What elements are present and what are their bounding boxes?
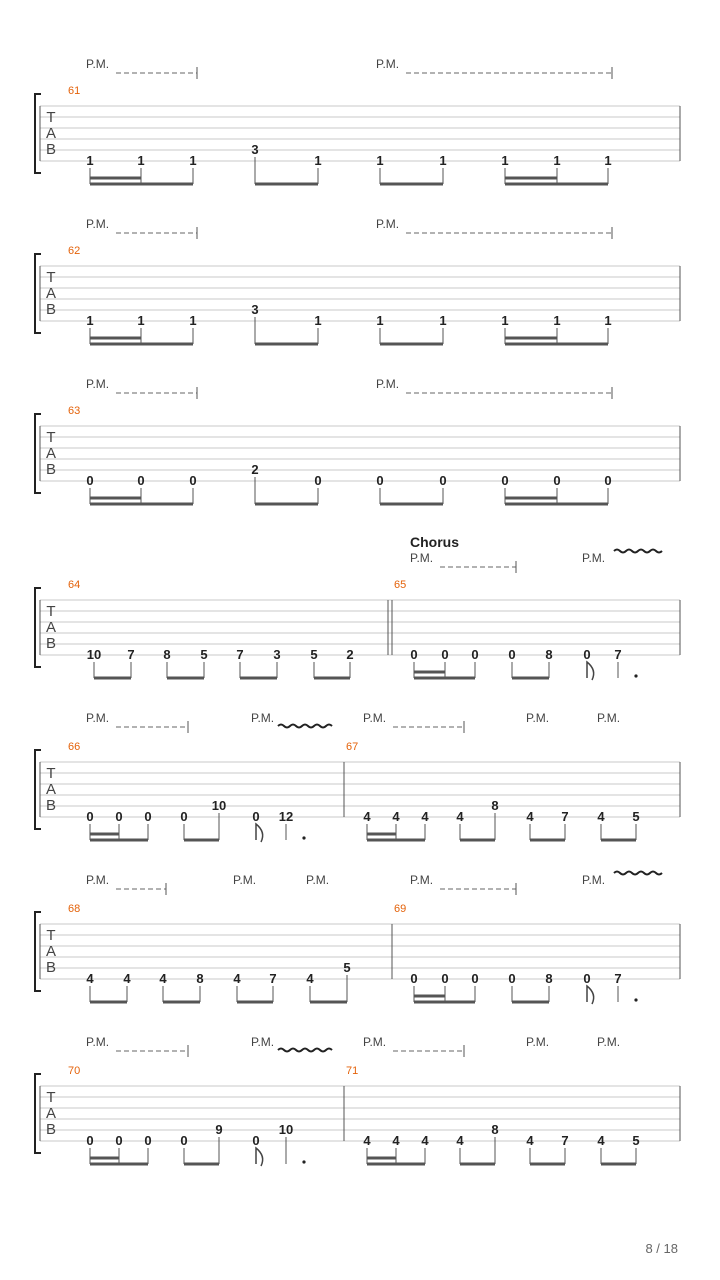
fret-number: 4	[86, 971, 94, 986]
tab-clef-b: B	[45, 635, 57, 652]
palm-mute-label: P.M.	[376, 217, 400, 231]
tab-clef-b: B	[45, 461, 57, 478]
fret-number: 4	[597, 1133, 605, 1148]
fret-number: 0	[508, 971, 516, 986]
system-4	[35, 561, 680, 680]
fret-number: 0	[252, 1133, 260, 1148]
tab-clef-a: A	[45, 781, 57, 798]
fret-number: 3	[273, 647, 281, 662]
palm-mute-label: P.M.	[376, 57, 400, 71]
fret-number: 12	[278, 809, 294, 824]
section-title: Chorus	[410, 534, 459, 550]
system-7	[35, 1045, 680, 1166]
fret-number: 1	[189, 153, 197, 168]
fret-number: 5	[200, 647, 208, 662]
fret-number: 0	[86, 473, 94, 488]
fret-number: 4	[526, 809, 534, 824]
fret-number: 4	[306, 971, 314, 986]
fret-number: 4	[526, 1133, 534, 1148]
dotted-note-dot	[634, 674, 637, 677]
eighth-flag	[587, 986, 594, 1004]
palm-mute-label: P.M.	[306, 873, 330, 887]
tab-clef-t: T	[46, 765, 56, 782]
dotted-note-dot	[302, 836, 305, 839]
measure-number: 65	[394, 579, 407, 591]
fret-number: 0	[583, 647, 591, 662]
tab-clef-a: A	[45, 943, 57, 960]
measure-number: 70	[68, 1065, 81, 1077]
palm-mute-label: P.M.	[363, 1035, 387, 1049]
fret-number: 0	[252, 809, 260, 824]
fret-number: 9	[215, 1122, 223, 1137]
fret-number: 0	[471, 971, 479, 986]
fret-number: 4	[456, 809, 464, 824]
fret-number: 1	[86, 313, 94, 328]
fret-number: 0	[86, 1133, 94, 1148]
fret-number: 4	[363, 1133, 371, 1148]
palm-mute-label: P.M.	[410, 551, 434, 565]
fret-number: 0	[410, 647, 418, 662]
fret-number: 7	[561, 1133, 569, 1148]
page-number: 8 / 18	[645, 1241, 678, 1256]
fret-number: 4	[123, 971, 131, 986]
fret-number: 8	[491, 1122, 499, 1137]
fret-number: 4	[421, 1133, 429, 1148]
tab-clef-a: A	[45, 619, 57, 636]
fret-number: 3	[251, 302, 259, 317]
palm-mute-label: P.M.	[597, 711, 621, 725]
fret-number: 0	[144, 809, 152, 824]
tab-clef-t: T	[46, 429, 56, 446]
palm-mute-label: P.M.	[86, 57, 110, 71]
fret-number: 8	[545, 647, 553, 662]
tab-clef-b: B	[45, 959, 57, 976]
fret-number: 0	[553, 473, 561, 488]
fret-number: 1	[439, 153, 447, 168]
fret-number: 1	[376, 153, 384, 168]
fret-number: 1	[604, 153, 612, 168]
dotted-note-dot	[302, 1160, 305, 1163]
palm-mute-label: P.M.	[597, 1035, 621, 1049]
fret-number: 0	[189, 473, 197, 488]
palm-mute-label: P.M.	[582, 873, 606, 887]
fret-number: 0	[508, 647, 516, 662]
fret-number: 4	[233, 971, 241, 986]
fret-number: 0	[376, 473, 384, 488]
palm-mute-label: P.M.	[86, 873, 110, 887]
fret-number: 1	[439, 313, 447, 328]
tab-clef-b: B	[45, 141, 57, 158]
fret-number: 7	[614, 647, 622, 662]
palm-mute-label: P.M.	[376, 377, 400, 391]
measure-number: 64	[68, 579, 81, 591]
fret-number: 5	[632, 1133, 640, 1148]
system-1	[35, 67, 680, 184]
fret-number: 0	[115, 1133, 123, 1148]
tab-clef-a: A	[45, 285, 57, 302]
fret-number: 2	[346, 647, 354, 662]
vibrato-mark	[278, 725, 332, 728]
palm-mute-label: P.M.	[526, 711, 550, 725]
fret-number: 4	[363, 809, 371, 824]
fret-number: 0	[439, 473, 447, 488]
eighth-flag	[256, 824, 263, 842]
palm-mute-label: P.M.	[86, 377, 110, 391]
fret-number: 8	[196, 971, 204, 986]
fret-number: 5	[310, 647, 318, 662]
fret-number: 0	[180, 809, 188, 824]
measure-number: 71	[346, 1065, 359, 1077]
tab-clef-t: T	[46, 1089, 56, 1106]
fret-number: 0	[144, 1133, 152, 1148]
fret-number: 7	[236, 647, 244, 662]
fret-number: 5	[343, 960, 351, 975]
palm-mute-label: P.M.	[363, 711, 387, 725]
vibrato-mark	[614, 872, 662, 875]
measure-number: 63	[68, 405, 81, 417]
measure-number: 61	[68, 85, 81, 97]
fret-number: 1	[137, 153, 145, 168]
tab-clef-t: T	[46, 109, 56, 126]
palm-mute-label: P.M.	[582, 551, 606, 565]
fret-number: 4	[597, 809, 605, 824]
eighth-flag	[256, 1148, 263, 1166]
fret-number: 8	[545, 971, 553, 986]
fret-number: 0	[471, 647, 479, 662]
fret-number: 1	[376, 313, 384, 328]
fret-number: 3	[251, 142, 259, 157]
fret-number: 4	[392, 1133, 400, 1148]
tab-clef-t: T	[46, 927, 56, 944]
tab-clef-t: T	[46, 603, 56, 620]
dotted-note-dot	[634, 998, 637, 1001]
palm-mute-label: P.M.	[233, 873, 257, 887]
fret-number: 0	[137, 473, 145, 488]
fret-number: 0	[441, 647, 449, 662]
fret-number: 1	[314, 153, 322, 168]
vibrato-mark	[614, 550, 662, 553]
fret-number: 7	[614, 971, 622, 986]
tab-clef-a: A	[45, 1105, 57, 1122]
palm-mute-label: P.M.	[251, 711, 275, 725]
fret-number: 1	[189, 313, 197, 328]
system-5	[35, 721, 680, 842]
tab-clef-b: B	[45, 797, 57, 814]
measure-number: 68	[68, 903, 81, 915]
fret-number: 2	[251, 462, 259, 477]
system-2	[35, 227, 680, 344]
palm-mute-label: P.M.	[86, 1035, 110, 1049]
fret-number: 7	[561, 809, 569, 824]
palm-mute-label: P.M.	[526, 1035, 550, 1049]
tab-clef-a: A	[45, 125, 57, 142]
fret-number: 0	[441, 971, 449, 986]
fret-number: 0	[410, 971, 418, 986]
system-3	[35, 387, 680, 504]
vibrato-mark	[278, 1049, 332, 1052]
fret-number: 1	[501, 313, 509, 328]
fret-number: 8	[163, 647, 171, 662]
fret-number: 0	[115, 809, 123, 824]
fret-number: 1	[604, 313, 612, 328]
tab-clef-b: B	[45, 301, 57, 318]
fret-number: 10	[278, 1122, 294, 1137]
measure-number: 66	[68, 741, 81, 753]
fret-number: 4	[159, 971, 167, 986]
fret-number: 1	[86, 153, 94, 168]
measure-number: 67	[346, 741, 359, 753]
fret-number: 5	[632, 809, 640, 824]
tab-clef-b: B	[45, 1121, 57, 1138]
measure-number: 62	[68, 245, 81, 257]
fret-number: 7	[127, 647, 135, 662]
palm-mute-label: P.M.	[86, 711, 110, 725]
fret-number: 0	[180, 1133, 188, 1148]
palm-mute-label: P.M.	[86, 217, 110, 231]
palm-mute-label: P.M.	[251, 1035, 275, 1049]
fret-number: 4	[421, 809, 429, 824]
tab-clef-t: T	[46, 269, 56, 286]
fret-number: 0	[314, 473, 322, 488]
tab-clef-a: A	[45, 445, 57, 462]
eighth-flag	[587, 662, 594, 680]
fret-number: 4	[392, 809, 400, 824]
fret-number: 1	[553, 153, 561, 168]
palm-mute-label: P.M.	[410, 873, 434, 887]
fret-number: 4	[456, 1133, 464, 1148]
fret-number: 1	[314, 313, 322, 328]
fret-number: 10	[211, 798, 227, 813]
fret-number: 0	[501, 473, 509, 488]
fret-number: 0	[86, 809, 94, 824]
fret-number: 0	[604, 473, 612, 488]
fret-number: 8	[491, 798, 499, 813]
fret-number: 1	[553, 313, 561, 328]
fret-number: 1	[501, 153, 509, 168]
fret-number: 1	[137, 313, 145, 328]
measure-number: 69	[394, 903, 407, 915]
fret-number: 10	[86, 647, 102, 662]
fret-number: 0	[583, 971, 591, 986]
fret-number: 7	[269, 971, 277, 986]
